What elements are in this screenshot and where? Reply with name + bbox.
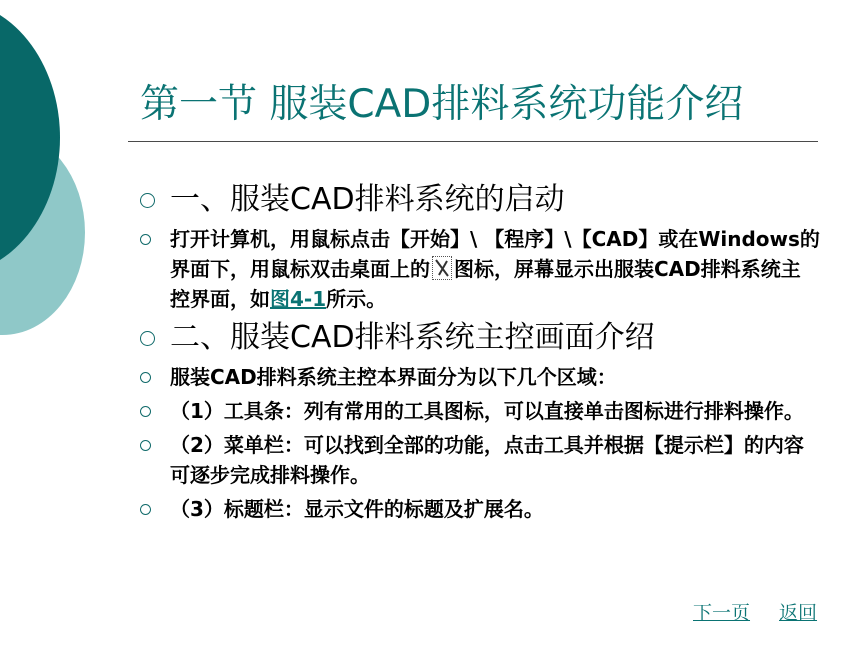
- back-link[interactable]: 返回: [779, 602, 818, 624]
- para4-text: （2）菜单栏：可以找到全部的功能，点击工具并根据【提示栏】的内容可逐步完成排料操作。: [170, 433, 804, 487]
- para1-text-a: 打开计算机，用鼠标点击【开始】\ 【程序】\【CAD】或在Windows的界面下，用鼠标双击桌面上的: [170, 227, 820, 281]
- para1-text-b: 图标，屏幕显示出服装CAD排料系统主控界面，如: [170, 257, 801, 311]
- para1-item: [140, 224, 820, 314]
- section1-item: [140, 180, 820, 220]
- hollow-circle-bullet-icon: [140, 193, 155, 208]
- hollow-circle-bullet-icon: [140, 372, 151, 383]
- section1-heading: 一、服装CAD排料系统的启动: [170, 182, 565, 217]
- para5-text: （3）标题栏：显示文件的标题及扩展名。: [170, 497, 544, 521]
- para2-item: [140, 362, 820, 392]
- title-divider: [128, 141, 818, 142]
- hollow-circle-bullet-icon: [140, 440, 151, 451]
- para1-text-c: 所示。: [326, 287, 387, 311]
- figure-4-1-link[interactable]: 图4-1: [270, 287, 327, 311]
- para5-item: [140, 494, 820, 524]
- hollow-circle-bullet-icon: [140, 406, 151, 417]
- section2-heading: 二、服装CAD排料系统主控画面介绍: [170, 320, 655, 355]
- next-page-link[interactable]: 下一页: [693, 602, 751, 624]
- hollow-circle-bullet-icon: [140, 504, 151, 515]
- para4-item: [140, 430, 820, 490]
- para3-text: （1）工具条：列有常用的工具图标，可以直接单击图标进行排料操作。: [170, 399, 804, 423]
- cad-desktop-icon[interactable]: [432, 256, 452, 280]
- section2-item: [140, 318, 820, 358]
- hollow-circle-bullet-icon: [140, 331, 155, 346]
- slide-title: 第一节 服装CAD排料系统功能介绍: [140, 82, 744, 127]
- para2-text: 服装CAD排料系统主控本界面分为以下几个区域：: [170, 365, 617, 389]
- hollow-circle-bullet-icon: [140, 234, 151, 245]
- slide-body: [140, 180, 820, 528]
- para3-item: [140, 396, 820, 426]
